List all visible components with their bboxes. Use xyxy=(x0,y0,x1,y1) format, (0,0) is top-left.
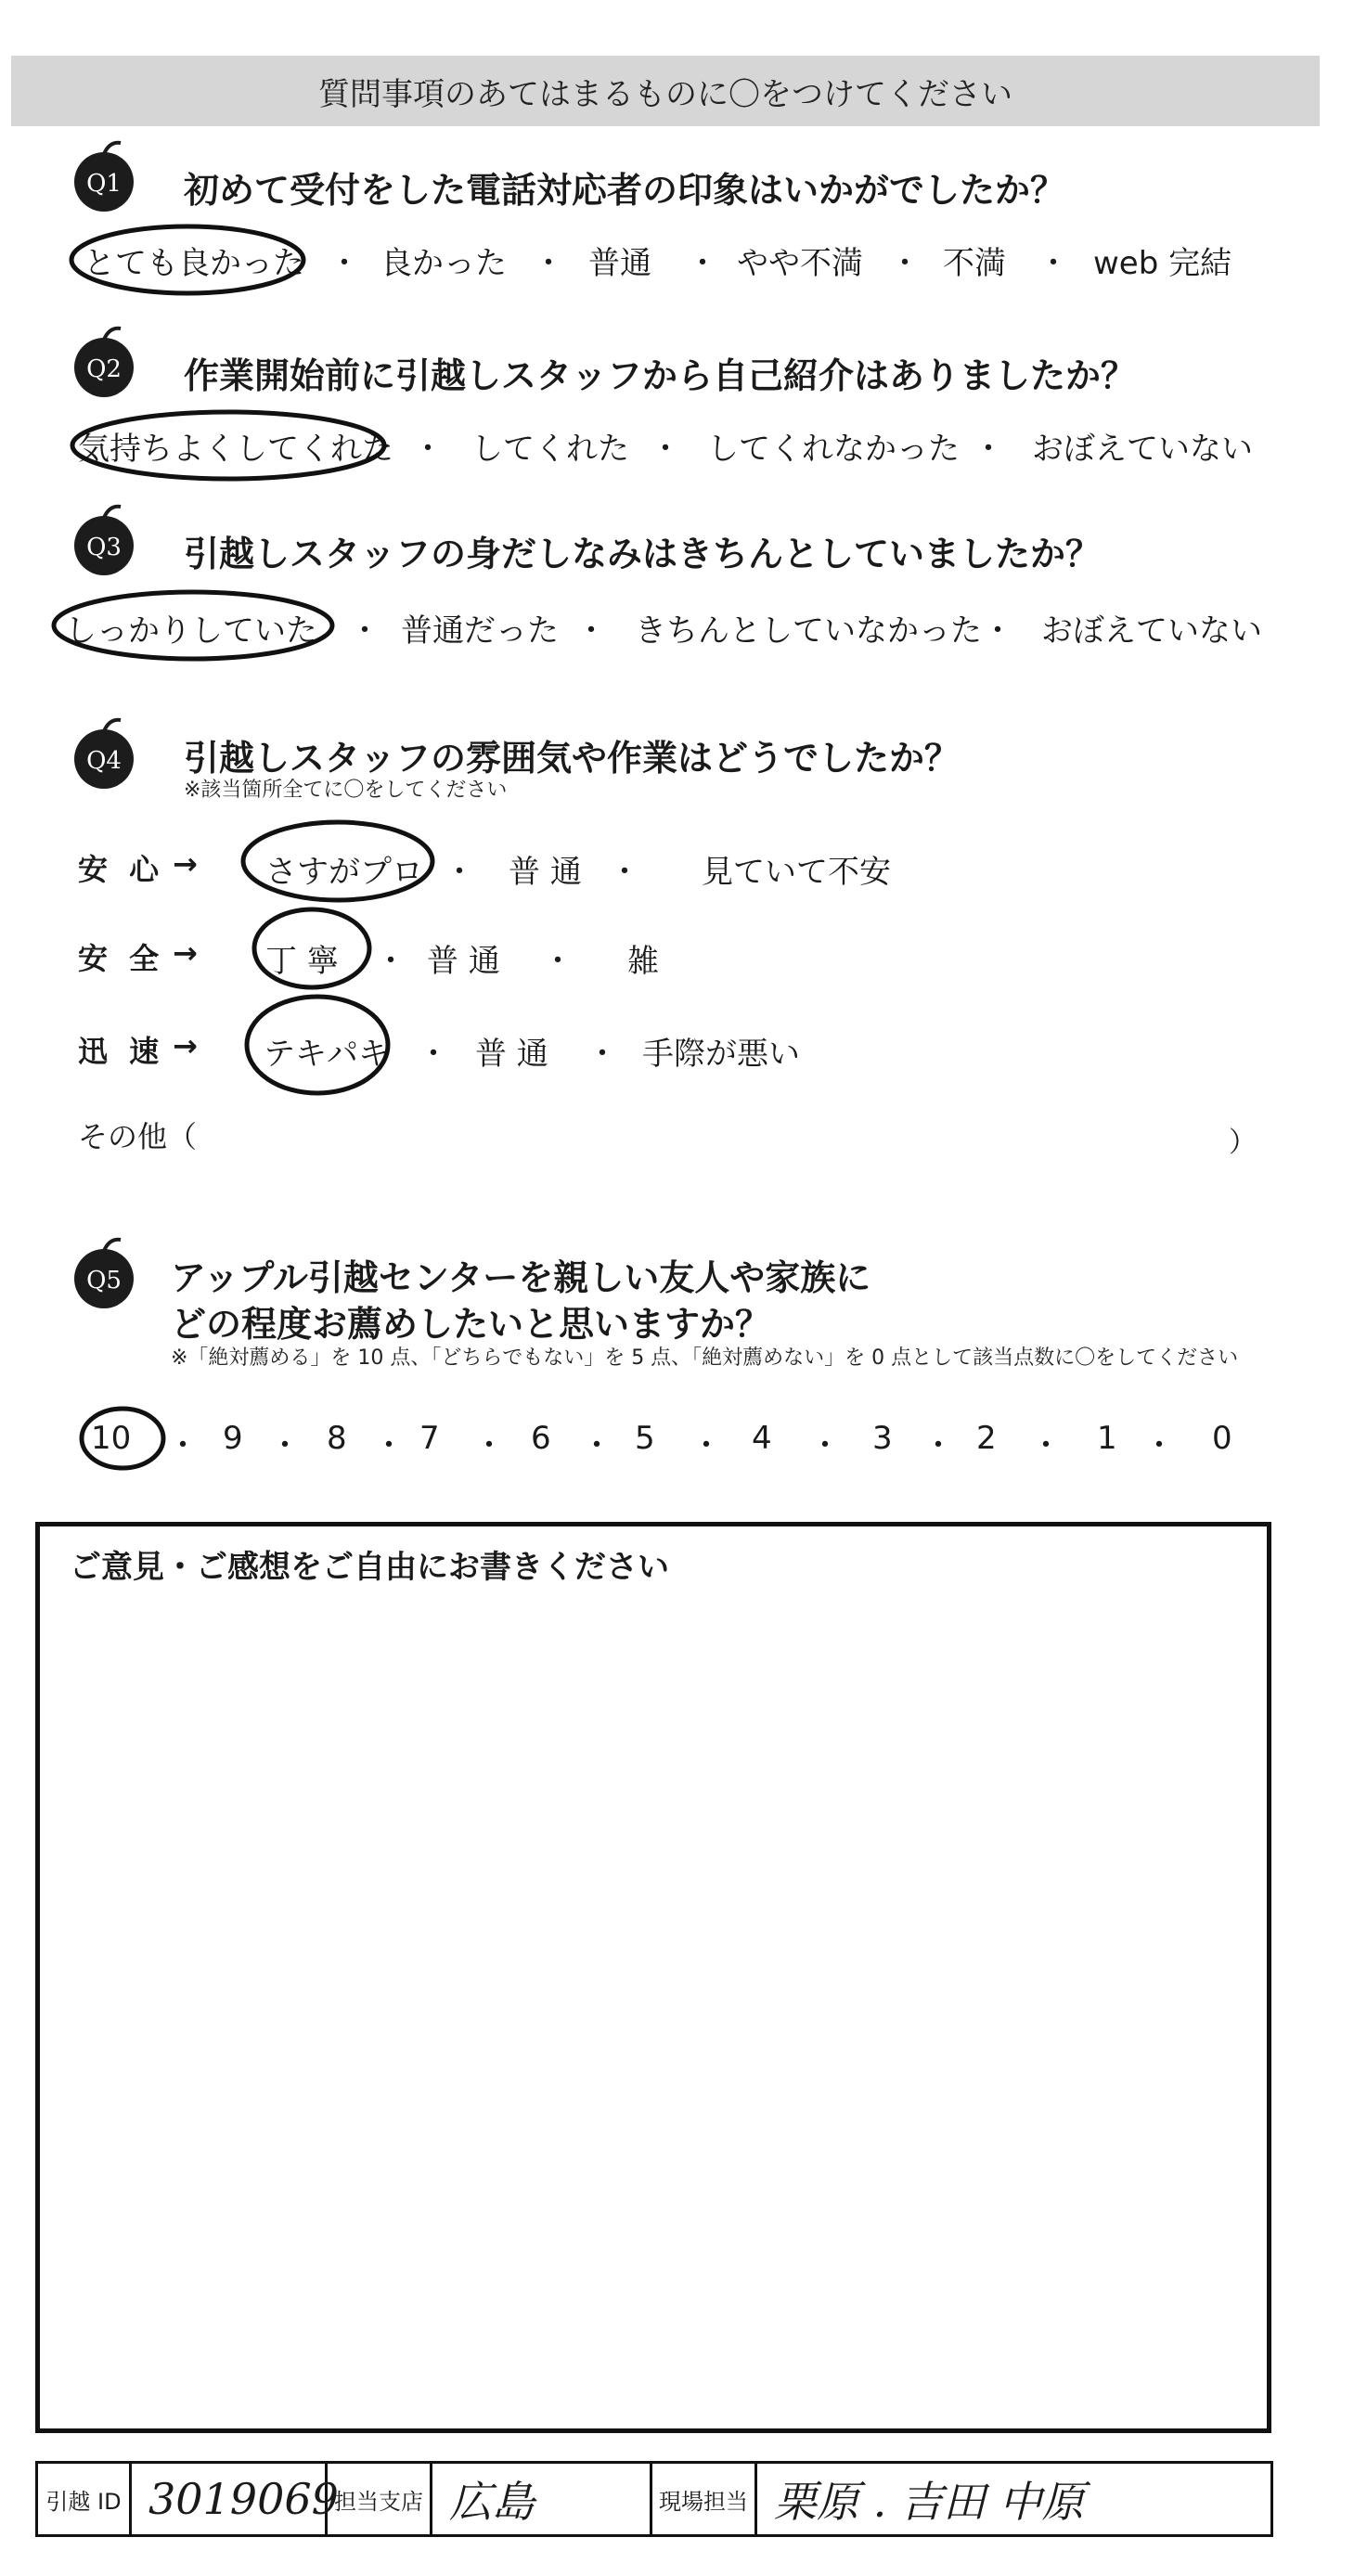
q5-score-4[interactable]: 4 xyxy=(752,1420,772,1457)
q5-separator: ・ xyxy=(809,1427,841,1464)
header-title: 質問事項のあてはまるものに〇をつけてください xyxy=(318,75,1012,113)
q1-badge-icon xyxy=(65,137,143,215)
q1-separator: ・ xyxy=(533,245,564,282)
q4-row3-option-2[interactable]: 普 通 xyxy=(475,1036,548,1073)
q4-other-close: ） xyxy=(1229,1127,1257,1159)
q5-score-5[interactable]: 5 xyxy=(635,1420,655,1457)
q1-separator: ・ xyxy=(1038,245,1069,282)
q2-option-1[interactable]: 気持ちよくしてくれた xyxy=(78,431,393,468)
q2-badge-label: Q2 xyxy=(86,355,122,383)
arrow-icon: → xyxy=(173,935,203,971)
q1-badge-label: Q1 xyxy=(86,170,122,198)
q1-option-2[interactable]: 良かった xyxy=(380,245,507,282)
q4-row2-option-2[interactable]: 普 通 xyxy=(427,943,500,980)
q4-separator: ・ xyxy=(418,1036,449,1073)
q5-score-6[interactable]: 6 xyxy=(531,1420,551,1457)
q2-question: 作業開始前に引越しスタッフから自己紹介はありましたか？ xyxy=(184,355,1137,396)
q4-row2-option-1[interactable]: 丁 寧 xyxy=(265,943,339,980)
q5-separator: ・ xyxy=(1143,1427,1175,1464)
q5-score-10[interactable]: 10 xyxy=(91,1420,132,1457)
footer-branch-label: 担当支店 xyxy=(328,2464,432,2534)
q5-badge-label: Q5 xyxy=(86,1267,122,1294)
q4-separator: ・ xyxy=(444,854,475,891)
q4-separator: ・ xyxy=(542,943,574,980)
q3-separator: ・ xyxy=(575,612,607,650)
q2-separator: ・ xyxy=(973,431,1004,468)
q4-row3-option-3[interactable]: 手際が悪い xyxy=(642,1036,800,1073)
q4-badge-label: Q4 xyxy=(86,747,122,775)
q5-separator: ・ xyxy=(1030,1427,1062,1464)
q2-option-2[interactable]: してくれた xyxy=(471,431,629,468)
q4-separator: ・ xyxy=(609,854,640,891)
q5-score-7[interactable]: 7 xyxy=(419,1420,440,1457)
q1-option-4[interactable]: やや不満 xyxy=(737,245,863,282)
q3-separator: ・ xyxy=(982,612,1013,650)
footer-staff-value: 栗原 . 吉田 中原 xyxy=(774,2477,1085,2527)
comments-title: ご意見・ご感想をご自由にお書きください xyxy=(70,1549,669,1586)
q3-question: 引越しスタッフの身だしなみはきちんとしていましたか？ xyxy=(184,534,1102,574)
q5-separator: ・ xyxy=(167,1427,199,1464)
q1-option-1[interactable]: とても良かった xyxy=(84,245,304,282)
q5-note: ※「絶対薦める」を 10 点、「どちらでもない」を 5 点、「絶対薦めない」を 0 点として該当点数に〇をしてください xyxy=(171,1346,1239,1370)
q3-option-1[interactable]: しっかりしていた xyxy=(65,612,317,650)
footer-id-value: 3019069 xyxy=(132,2464,328,2534)
q4-row-label-anshin: 安 心 xyxy=(78,852,165,887)
q2-badge-icon xyxy=(65,323,143,401)
q4-other-label: その他（ xyxy=(78,1119,198,1154)
q4-row3-option-1[interactable]: テキパキ xyxy=(264,1036,390,1073)
q1-question: 初めて受付をした電話対応者の印象はいかがでしたか？ xyxy=(184,170,1066,211)
q5-score-3[interactable]: 3 xyxy=(872,1420,893,1457)
q1-option-3[interactable]: 普通 xyxy=(588,245,651,282)
footer-table xyxy=(35,2461,1273,2537)
q3-badge-icon xyxy=(65,501,143,579)
q3-separator: ・ xyxy=(349,612,380,650)
q5-separator: ・ xyxy=(922,1427,954,1464)
footer-staff-label: 現場担当 xyxy=(652,2464,757,2534)
q5-separator: ・ xyxy=(269,1427,301,1464)
arrow-icon: → xyxy=(173,846,203,882)
q4-row-label-anzen: 安 全 xyxy=(78,941,165,976)
q5-badge-icon xyxy=(65,1234,143,1312)
q2-option-3[interactable]: してくれなかった xyxy=(707,431,960,468)
header-banner xyxy=(11,56,1320,126)
comments-box[interactable] xyxy=(35,1522,1271,2433)
q1-option-6[interactable]: web 完結 xyxy=(1093,245,1232,282)
q2-option-4[interactable]: おぼえていない xyxy=(1032,431,1253,468)
q4-row1-option-3[interactable]: 見ていて不安 xyxy=(702,854,891,891)
q1-option-5[interactable]: 不満 xyxy=(943,245,1006,282)
q4-question: 引越しスタッフの雰囲気や作業はどうでしたか？ xyxy=(184,738,961,779)
arrow-icon: → xyxy=(173,1028,203,1063)
q4-badge-icon xyxy=(65,715,143,792)
q4-row1-option-1[interactable]: さすがプロ xyxy=(265,854,423,891)
q5-score-9[interactable]: 9 xyxy=(223,1420,243,1457)
q3-badge-label: Q3 xyxy=(86,534,122,561)
q3-option-2[interactable]: 普通だった xyxy=(401,612,559,650)
q5-score-0[interactable]: 0 xyxy=(1212,1420,1232,1457)
q2-separator: ・ xyxy=(650,431,681,468)
q3-option-3[interactable]: きちんとしていなかった xyxy=(635,612,982,650)
q1-separator: ・ xyxy=(687,245,718,282)
q5-question-line2: どの程度お薦めしたいと思いますか？ xyxy=(171,1304,771,1345)
q5-question-line1: アップル引越センターを親しい友人や家族に xyxy=(171,1257,871,1298)
q4-separator: ・ xyxy=(375,943,406,980)
q5-separator: ・ xyxy=(690,1427,722,1464)
q5-score-8[interactable]: 8 xyxy=(327,1420,347,1457)
footer-id-label: 引越 ID xyxy=(38,2464,132,2534)
q5-score-2[interactable]: 2 xyxy=(976,1420,997,1457)
q4-row1-option-2[interactable]: 普 通 xyxy=(509,854,582,891)
q3-option-4[interactable]: おぼえていない xyxy=(1041,612,1262,650)
q5-score-1[interactable]: 1 xyxy=(1097,1420,1117,1457)
q4-row2-option-3[interactable]: 雑 xyxy=(627,943,659,980)
footer-branch-value: 広島 xyxy=(432,2464,652,2534)
q5-separator: ・ xyxy=(373,1427,405,1464)
q5-separator: ・ xyxy=(581,1427,613,1464)
q1-separator: ・ xyxy=(329,245,360,282)
q5-separator: ・ xyxy=(473,1427,505,1464)
q2-separator: ・ xyxy=(412,431,444,468)
q1-separator: ・ xyxy=(889,245,921,282)
q4-separator: ・ xyxy=(587,1036,618,1073)
q4-row-label-jinsoku: 迅 速 xyxy=(78,1034,165,1069)
q4-note: ※該当箇所全てに〇をしてください xyxy=(184,779,508,802)
